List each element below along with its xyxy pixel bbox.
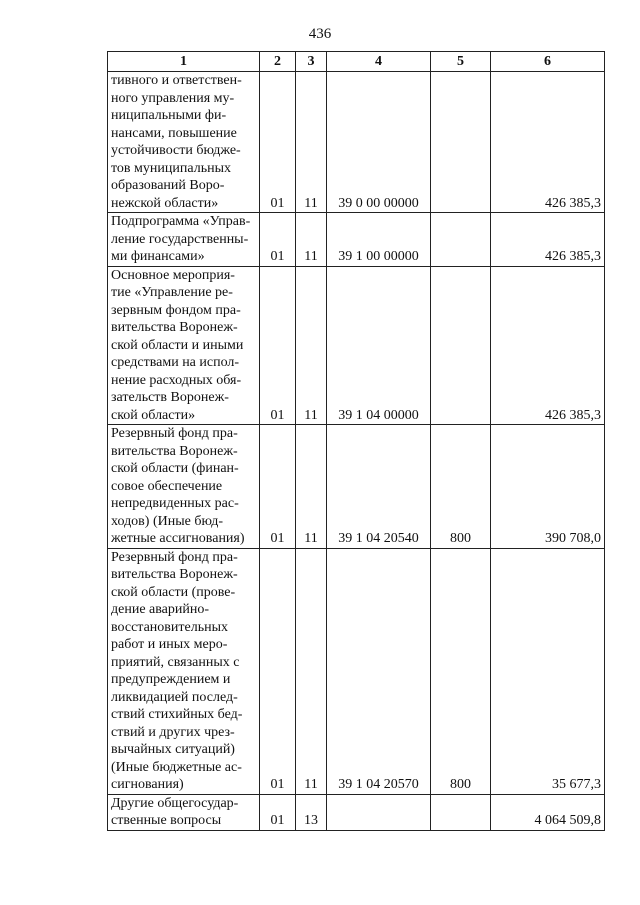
description-line: восстановительных xyxy=(111,619,228,635)
section-code-cell: 01 xyxy=(260,72,296,213)
description-line: работ и иных меро- xyxy=(111,637,228,652)
section-code-cell: 01 xyxy=(260,425,296,549)
description-line: ниципальными фи- xyxy=(111,108,227,123)
expense-type-cell: 800 xyxy=(431,425,491,549)
description-line: вычайных ситуаций) xyxy=(111,742,235,757)
expense-type-cell xyxy=(431,266,491,425)
subsection-code-cell: 11 xyxy=(296,266,327,425)
amount-cell: 4 064 509,8 xyxy=(491,794,605,830)
description-line: предупреждением и xyxy=(111,672,231,687)
budget-table xyxy=(107,51,605,831)
description-line: жетные ассигнования) xyxy=(111,531,245,546)
amount-cell: 390 708,0 xyxy=(491,425,605,549)
target-article-cell: 39 1 04 20570 xyxy=(327,548,431,794)
description-line: зервным фондом пра- xyxy=(111,302,241,318)
description-line: нансами, повышение xyxy=(111,125,237,141)
description-cell xyxy=(108,72,260,213)
subsection-code-cell: 11 xyxy=(296,425,327,549)
description-line: ходов) (Иные бюд- xyxy=(111,513,223,529)
description-line: Основное мероприя- xyxy=(111,267,235,283)
column-header: 4 xyxy=(327,52,431,72)
description-line: ликвидацией послед- xyxy=(111,689,238,705)
description-line: вительства Воронеж- xyxy=(111,443,238,459)
description-line: ствий стихийных бед- xyxy=(111,707,243,722)
section-code-cell: 01 xyxy=(260,266,296,425)
description-line: устойчивости бюдже- xyxy=(111,143,241,158)
description-line: образований Воро- xyxy=(111,178,225,193)
description-cell xyxy=(108,425,260,549)
column-header: 2 xyxy=(260,52,296,72)
subsection-code-cell: 11 xyxy=(296,72,327,213)
description-cell xyxy=(108,266,260,425)
table-row xyxy=(108,72,605,213)
column-header: 6 xyxy=(491,52,605,72)
section-code-cell: 01 xyxy=(260,548,296,794)
description-line: средствами на испол- xyxy=(111,355,240,370)
column-header: 3 xyxy=(296,52,327,72)
description-line: тивного и ответствен- xyxy=(111,73,242,88)
description-line: ного управления му- xyxy=(111,90,235,106)
table-row xyxy=(108,213,605,267)
expense-type-cell xyxy=(431,794,491,830)
column-header: 1 xyxy=(108,52,260,72)
description-line: ской области и иными xyxy=(111,337,244,353)
description-line: ствий и других чрез- xyxy=(111,724,235,740)
target-article-cell: 39 1 04 20540 xyxy=(327,425,431,549)
section-code-cell: 01 xyxy=(260,794,296,830)
description-line: ской области» xyxy=(111,407,196,423)
description-line: приятий, связанных с xyxy=(111,654,240,670)
table-row xyxy=(108,794,605,830)
target-article-cell: 39 0 00 00000 xyxy=(327,72,431,213)
subsection-code-cell: 13 xyxy=(296,794,327,830)
table-row xyxy=(108,266,605,425)
description-line: нежской области» xyxy=(111,195,219,211)
description-line: Резервный фонд пра- xyxy=(111,549,238,565)
description-line: (Иные бюджетные ас- xyxy=(111,759,242,775)
expense-type-cell xyxy=(431,72,491,213)
description-line: нение расходных обя- xyxy=(111,372,242,388)
description-cell xyxy=(108,548,260,794)
description-line: Резервный фонд пра- xyxy=(111,426,238,441)
description-line: непредвиденных рас- xyxy=(111,496,239,511)
description-line: ление государственны- xyxy=(111,231,249,247)
subsection-code-cell: 11 xyxy=(296,213,327,267)
description-cell xyxy=(108,794,260,830)
description-cell xyxy=(108,213,260,267)
page-number: 436 xyxy=(308,26,332,42)
description-line: дение аварийно- xyxy=(111,602,210,617)
description-line: Другие общегосудар- xyxy=(111,795,239,811)
description-line: ской области (прове- xyxy=(111,584,236,600)
table-row xyxy=(108,548,605,794)
description-line: совое обеспечение xyxy=(111,478,223,494)
amount-cell: 426 385,3 xyxy=(491,72,605,213)
table-header-row xyxy=(108,52,605,72)
amount-cell: 426 385,3 xyxy=(491,213,605,267)
table-row xyxy=(108,425,605,549)
target-article-cell: 39 1 00 00000 xyxy=(327,213,431,267)
expense-type-cell: 800 xyxy=(431,548,491,794)
description-line: ственные вопросы xyxy=(111,813,222,828)
description-line: ской области (финан- xyxy=(111,461,239,476)
description-line: Подпрограмма «Управ- xyxy=(111,214,251,229)
description-line: тие «Управление ре- xyxy=(111,285,233,300)
target-article-cell: 39 1 04 00000 xyxy=(327,266,431,425)
amount-cell: 35 677,3 xyxy=(491,548,605,794)
expense-type-cell xyxy=(431,213,491,267)
description-line: тов муниципальных xyxy=(111,160,231,176)
column-header: 5 xyxy=(431,52,491,72)
description-line: сигнования) xyxy=(111,777,184,792)
description-line: зательств Воронеж- xyxy=(111,390,229,405)
description-line: вительства Воронеж- xyxy=(111,320,238,335)
amount-cell: 426 385,3 xyxy=(491,266,605,425)
description-line: ми финансами» xyxy=(111,249,205,264)
description-line: вительства Воронеж- xyxy=(111,567,238,582)
subsection-code-cell: 11 xyxy=(296,548,327,794)
target-article-cell xyxy=(327,794,431,830)
section-code-cell: 01 xyxy=(260,213,296,267)
